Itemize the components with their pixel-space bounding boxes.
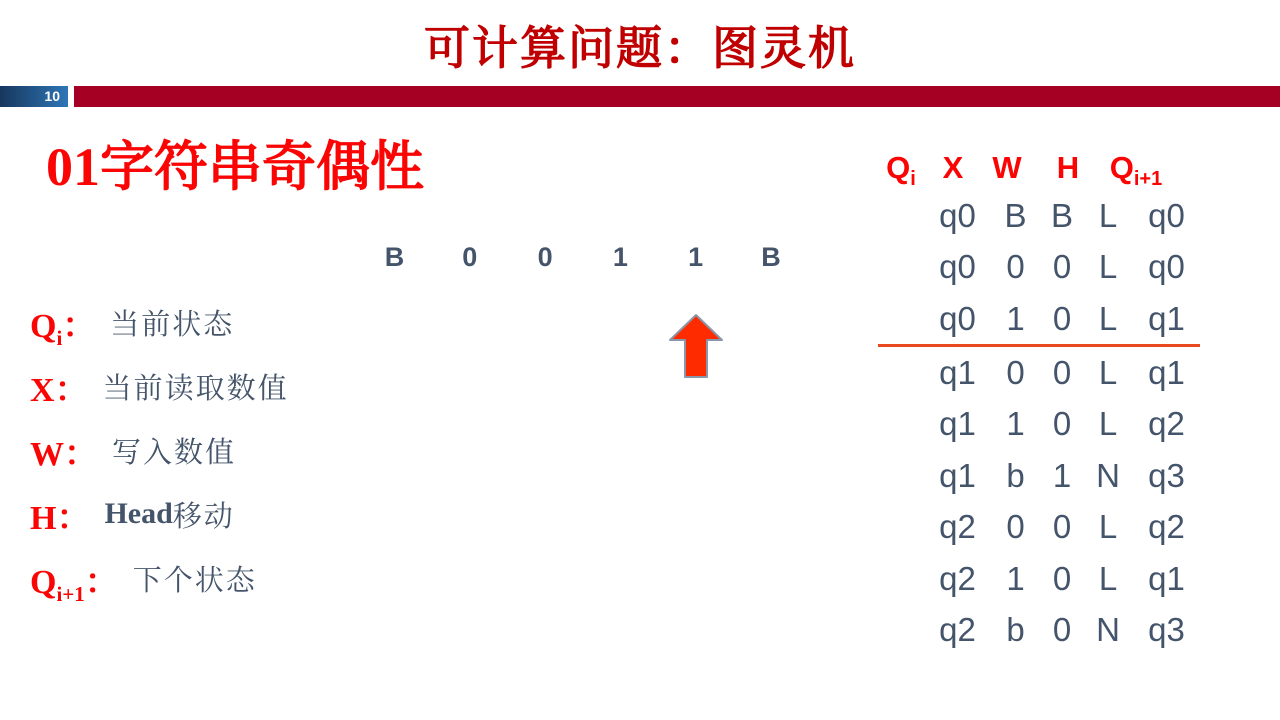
table-cell: L xyxy=(1098,353,1118,391)
transition-table-rows-above xyxy=(925,190,1200,345)
legend-item xyxy=(30,354,289,418)
table-cell: q2 xyxy=(1148,405,1185,443)
legend-label: 当前读取数值 xyxy=(102,372,289,405)
table-cell: q1 xyxy=(939,405,976,443)
tape xyxy=(358,219,810,296)
transition-table-rows-below xyxy=(925,347,1200,656)
transition-table-header xyxy=(875,146,1171,190)
legend-symbol: X： xyxy=(30,371,89,409)
table-cell: b xyxy=(1006,611,1025,649)
table-cell: q0 xyxy=(939,248,976,286)
up-arrow-icon xyxy=(668,313,724,379)
table-row xyxy=(925,347,1200,399)
table-cell: q1 xyxy=(1148,353,1185,391)
table-cell: q0 xyxy=(939,196,976,234)
table-cell: q1 xyxy=(1148,299,1185,337)
table-cell: 0 xyxy=(1052,353,1072,391)
tape-cell: B xyxy=(384,242,405,272)
table-cell: 0 xyxy=(1052,299,1072,337)
table-cell: 0 xyxy=(1052,248,1072,286)
table-cell: 1 xyxy=(1006,559,1025,597)
table-cell: L xyxy=(1098,299,1118,337)
table-cell: b xyxy=(1006,456,1025,494)
legend-label: 下个状态 xyxy=(132,564,257,597)
legend xyxy=(30,290,289,610)
table-cell: 0 xyxy=(1006,353,1025,391)
slide-title: 可计算问题：图灵机 xyxy=(424,22,856,74)
table-row xyxy=(925,399,1200,451)
table-cell: B xyxy=(1050,196,1073,234)
table-row xyxy=(925,605,1200,657)
legend-label: 写入数值 xyxy=(112,436,237,469)
table-cell: L xyxy=(1098,248,1118,286)
table-cell: q2 xyxy=(939,611,976,649)
section-heading: 01字符串奇偶性 xyxy=(46,137,424,197)
tape-cell: 1 xyxy=(612,242,628,272)
column-header: $Q_{i+1}$ xyxy=(1109,150,1163,191)
legend-symbol: W： xyxy=(30,435,98,473)
table-cell: 0 xyxy=(1052,405,1072,443)
tape-cell: B xyxy=(761,242,781,272)
legend-label: 移动 xyxy=(172,500,235,533)
table-cell: 0 xyxy=(1052,611,1072,649)
table-row xyxy=(925,502,1200,554)
table-cell: q3 xyxy=(1148,611,1185,649)
legend-english: Head xyxy=(104,497,173,530)
table-cell: q0 xyxy=(1148,248,1185,286)
table-cell: 0 xyxy=(1006,248,1025,286)
table-cell: L xyxy=(1098,405,1118,443)
tape-cell: 1 xyxy=(688,242,704,272)
table-cell: q2 xyxy=(939,508,976,546)
table-cell: q1 xyxy=(939,456,976,494)
table-cell: N xyxy=(1096,611,1120,649)
table-row xyxy=(925,450,1200,502)
table-cell: 0 xyxy=(1006,508,1025,546)
legend-item xyxy=(30,418,289,482)
page-number-badge: 10 xyxy=(0,86,68,107)
table-cell: B xyxy=(1004,196,1027,234)
tape-cell: 0 xyxy=(462,242,478,272)
column-header: X xyxy=(942,150,964,185)
legend-symbol: $Q_i$： xyxy=(30,307,97,350)
column-header: W xyxy=(992,150,1022,185)
table-cell: q0 xyxy=(939,299,976,337)
column-header: H xyxy=(1056,150,1080,185)
table-cell: N xyxy=(1096,456,1120,494)
table-row xyxy=(925,553,1200,605)
table-cell: q2 xyxy=(939,559,976,597)
table-cell: L xyxy=(1098,559,1118,597)
table-cell: q0 xyxy=(1148,196,1185,234)
table-cell: 1 xyxy=(1006,299,1025,337)
legend-symbol: $Q_{i+1}$： xyxy=(30,563,119,606)
table-cell: q3 xyxy=(1148,456,1185,494)
table-cell: 1 xyxy=(1006,405,1025,443)
table-cell: q2 xyxy=(1148,508,1185,546)
table-row xyxy=(925,242,1200,294)
table-row xyxy=(925,293,1200,345)
legend-item xyxy=(30,482,289,546)
column-header: $Q_i$ xyxy=(886,150,916,191)
legend-symbol: H： xyxy=(30,499,91,537)
tape-cell: 0 xyxy=(537,242,553,272)
title-divider-bar xyxy=(74,86,1280,107)
table-cell: q1 xyxy=(939,353,976,391)
table-cell: 1 xyxy=(1052,456,1072,494)
legend-label: 当前状态 xyxy=(110,308,235,341)
legend-item xyxy=(30,546,289,610)
table-cell: 0 xyxy=(1052,559,1072,597)
table-cell: L xyxy=(1098,508,1118,546)
tape-head-arrow xyxy=(668,313,724,379)
table-row xyxy=(925,190,1200,242)
table-cell: 0 xyxy=(1052,508,1072,546)
table-cell: q1 xyxy=(1148,559,1185,597)
legend-item xyxy=(30,290,289,354)
table-cell: L xyxy=(1098,196,1118,234)
